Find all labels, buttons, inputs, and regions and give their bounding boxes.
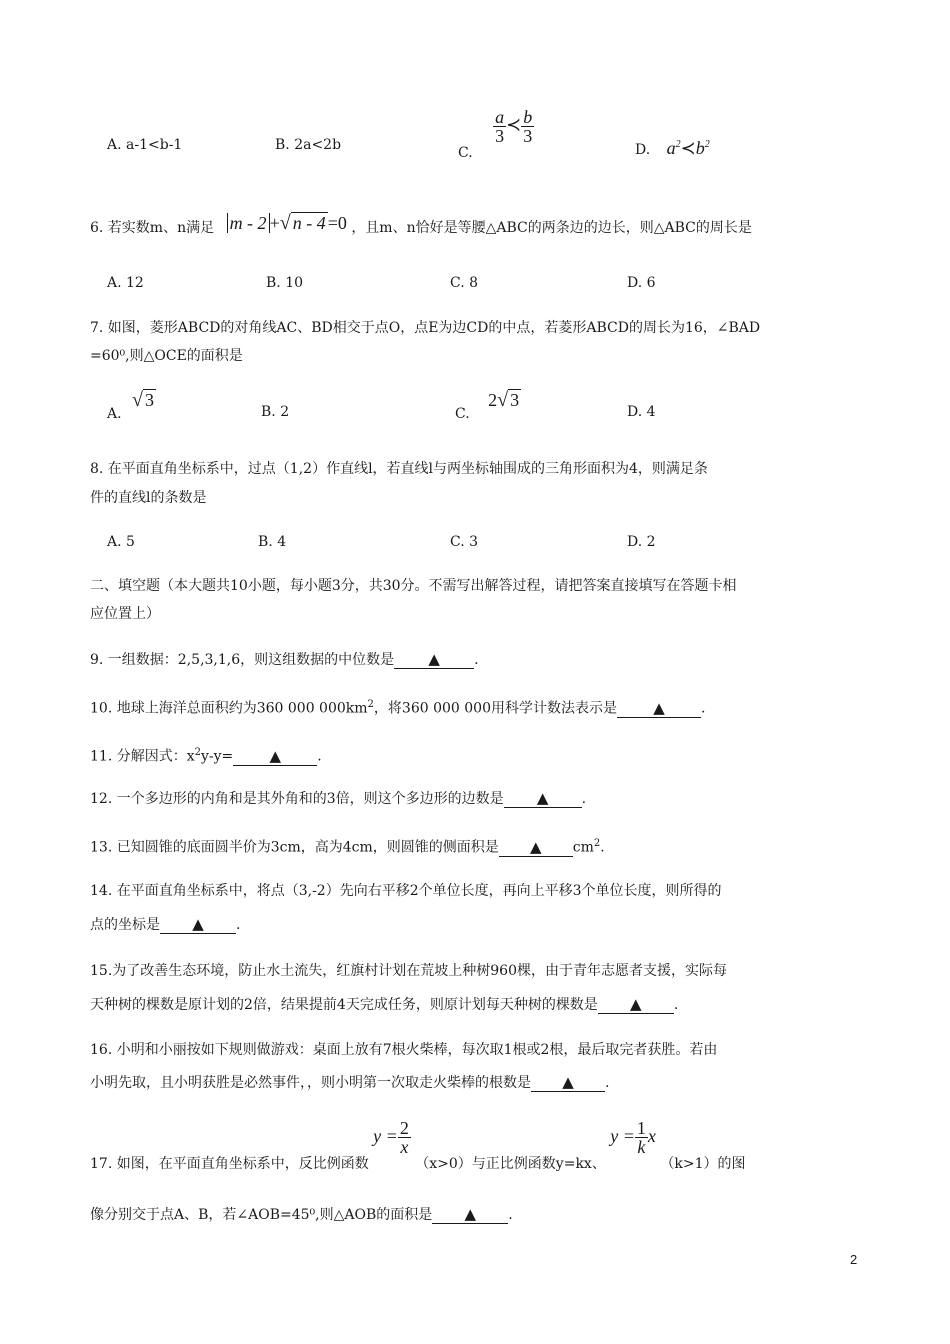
q6-equation: m - 2 +√ n - 4 =0 [227, 213, 347, 233]
q6-option-c: C. 8 [450, 275, 479, 291]
q10-text: 10. 地球上海洋总面积约为360 000 000km [90, 700, 368, 717]
q16-text: 小明先取，且小明获胜是必然事件，，则小明第一次取走火柴棒的根数是 [90, 1075, 531, 1091]
q13-answer-blank: ▲ [499, 838, 573, 857]
q16-line2: 小明先取，且小明获胜是必然事件，，则小明第一次取走火柴棒的根数是 ▲ . [90, 1073, 610, 1091]
q6-option-a: A. 12 [107, 275, 144, 291]
q7-option-d: D. 4 [627, 404, 656, 420]
q8-option-b: B. 4 [258, 534, 287, 550]
q5-option-a: A. a-1<b-1 [107, 137, 183, 153]
q8-stem-line2: 件的直线l的条数是 [90, 490, 207, 506]
q10-answer-blank: ▲ [617, 699, 701, 718]
q17-function-1: y = $\frac{2}{x}$ [373, 1118, 409, 1157]
q17-function-2: y = $\frac{1}{k}$ x [610, 1118, 656, 1157]
q9-answer-blank: ▲ [394, 650, 474, 669]
q5-option-d-label: D. [635, 142, 651, 158]
q13: 13. 已知圆锥的底面圆半价为3cm，高为4cm，则圆锥的侧面积是 ▲ $cm^2$. [90, 837, 605, 856]
q17-text: 像分别交于点A、B，若∠AOB=45⁰,则△AOB的面积是 [90, 1207, 433, 1223]
q6-prefix: 6. 若实数m、n满足 [90, 220, 215, 236]
q15-text: 天种树的棵数是原计划的2倍，结果提前4天完成任务，则原计划每天种树的棵数是 [90, 997, 598, 1013]
q11: 11. 分解因式：$x^2y-y=$ ▲ . [90, 746, 322, 765]
q8-option-c: C. 3 [450, 534, 479, 550]
q9-text: 9. 一组数据：2,5,3,1,6，则这组数据的中位数是 [90, 652, 395, 668]
q14-line2: 点的坐标是 ▲ . [90, 915, 241, 933]
q5-option-b: B. 2a<2b [275, 137, 342, 153]
q17-part3: （k>1）的图 [660, 1155, 746, 1172]
q14-line1: 14. 在平面直角坐标系中，将点（3,-2）先向右平移2个单位长度，再向上平移3个单位长度，则所得的 [90, 883, 722, 899]
q11-answer-blank: ▲ [233, 747, 317, 766]
q15-line2: 天种树的棵数是原计划的2倍，结果提前4天完成任务，则原计划每天种树的棵数是 ▲ . [90, 995, 679, 1013]
q17-line1 [90, 1118, 746, 1172]
q5-d-expression: $a^2≺b^2$ [666, 138, 710, 158]
q5-c-op: ≺ [506, 114, 522, 135]
q8-option-d: D. 2 [627, 534, 656, 550]
q16-answer-blank: ▲ [531, 1073, 605, 1092]
q14-text: 点的坐标是 [90, 917, 160, 933]
section2-heading-line2: 应位置上） [90, 606, 160, 622]
q8-option-a: A. 5 [107, 534, 135, 550]
q17-part1: 17. 如图，在平面直角坐标系中，反比例函数 [90, 1155, 369, 1172]
q5-option-c-label: C. [458, 144, 473, 161]
q17-part2: （x>0）与正比例函数y=kx、 [415, 1155, 606, 1172]
q15-answer-blank: ▲ [598, 995, 674, 1014]
q14-answer-blank: ▲ [160, 915, 236, 934]
page-number: 2 [850, 1252, 858, 1267]
q17-line2: 像分别交于点A、B，若∠AOB=45⁰,则△AOB的面积是 ▲ . [90, 1205, 513, 1223]
q5-option-c [458, 107, 534, 161]
q7-option-c-label: C. [455, 406, 470, 422]
q13-text: 13. 已知圆锥的底面圆半价为3cm，高为4cm，则圆锥的侧面积是 [90, 839, 499, 856]
q7-option-c: C. 2√ 3 [455, 389, 520, 422]
q6-option-b: B. 10 [266, 275, 304, 291]
q7-option-a: A. √ 3 [107, 389, 154, 422]
q12-text: 12. 一个多边形的内角和是其外角和的3倍，则这个多边形的边数是 [90, 791, 504, 807]
q8-stem-line1: 8. 在平面直角坐标系中，过点（1,2）作直线l，若直线l与两坐标轴围成的三角形面积为4，则满足条 [90, 461, 708, 477]
q6-suffix: ，且m、n恰好是等腰△ABC的两条边的边长，则△ABC的周长是 [351, 220, 752, 236]
section2-heading-line1: 二、填空题（本大题共10小题，每小题3分，共30分。不需写出解答过程，请把答案直接填写在答题卡相 [90, 578, 737, 594]
q6-option-d: D. 6 [627, 275, 656, 291]
q9: 9. 一组数据：2,5,3,1,6，则这组数据的中位数是 ▲ . [90, 650, 479, 668]
q5-option-d [635, 135, 710, 160]
q7-stem-line1: 7. 如图，菱形ABCD的对角线AC、BD相交于点O，点E为边CD的中点，若菱形ABCD的周长为16，∠BAD [90, 320, 761, 336]
q11-text: 11. 分解因式：x [90, 748, 195, 765]
q12: 12. 一个多边形的内角和是其外角和的3倍，则这个多边形的边数是 ▲ . [90, 789, 587, 807]
q5-c-fraction-1: $\frac{a}{3}$ [495, 107, 505, 146]
q7-option-b: B. 2 [261, 404, 290, 420]
q17-answer-blank: ▲ [432, 1205, 508, 1224]
q10: 10. 地球上海洋总面积约为360 000 $000km^2$，将360 000 000用科学计数法表示是 ▲ . [90, 698, 706, 717]
q7-stem-line2: =60⁰,则△OCE的面积是 [90, 348, 243, 364]
q6-stem [90, 212, 752, 238]
q15-line1: 15.为了改善生态环境，防止水土流失，红旗村计划在荒坡上种树960棵，由于青年志愿者支援，实际每 [90, 963, 727, 979]
q12-answer-blank: ▲ [504, 789, 582, 808]
q7-option-a-label: A. [107, 406, 122, 422]
q5-c-fraction-2: $\frac{b}{3}$ [523, 107, 533, 146]
q16-line1: 16. 小明和小丽按如下规则做游戏：桌面上放有7根火柴棒，每次取1根或2根，最后取完者获胜。若由 [90, 1042, 718, 1058]
